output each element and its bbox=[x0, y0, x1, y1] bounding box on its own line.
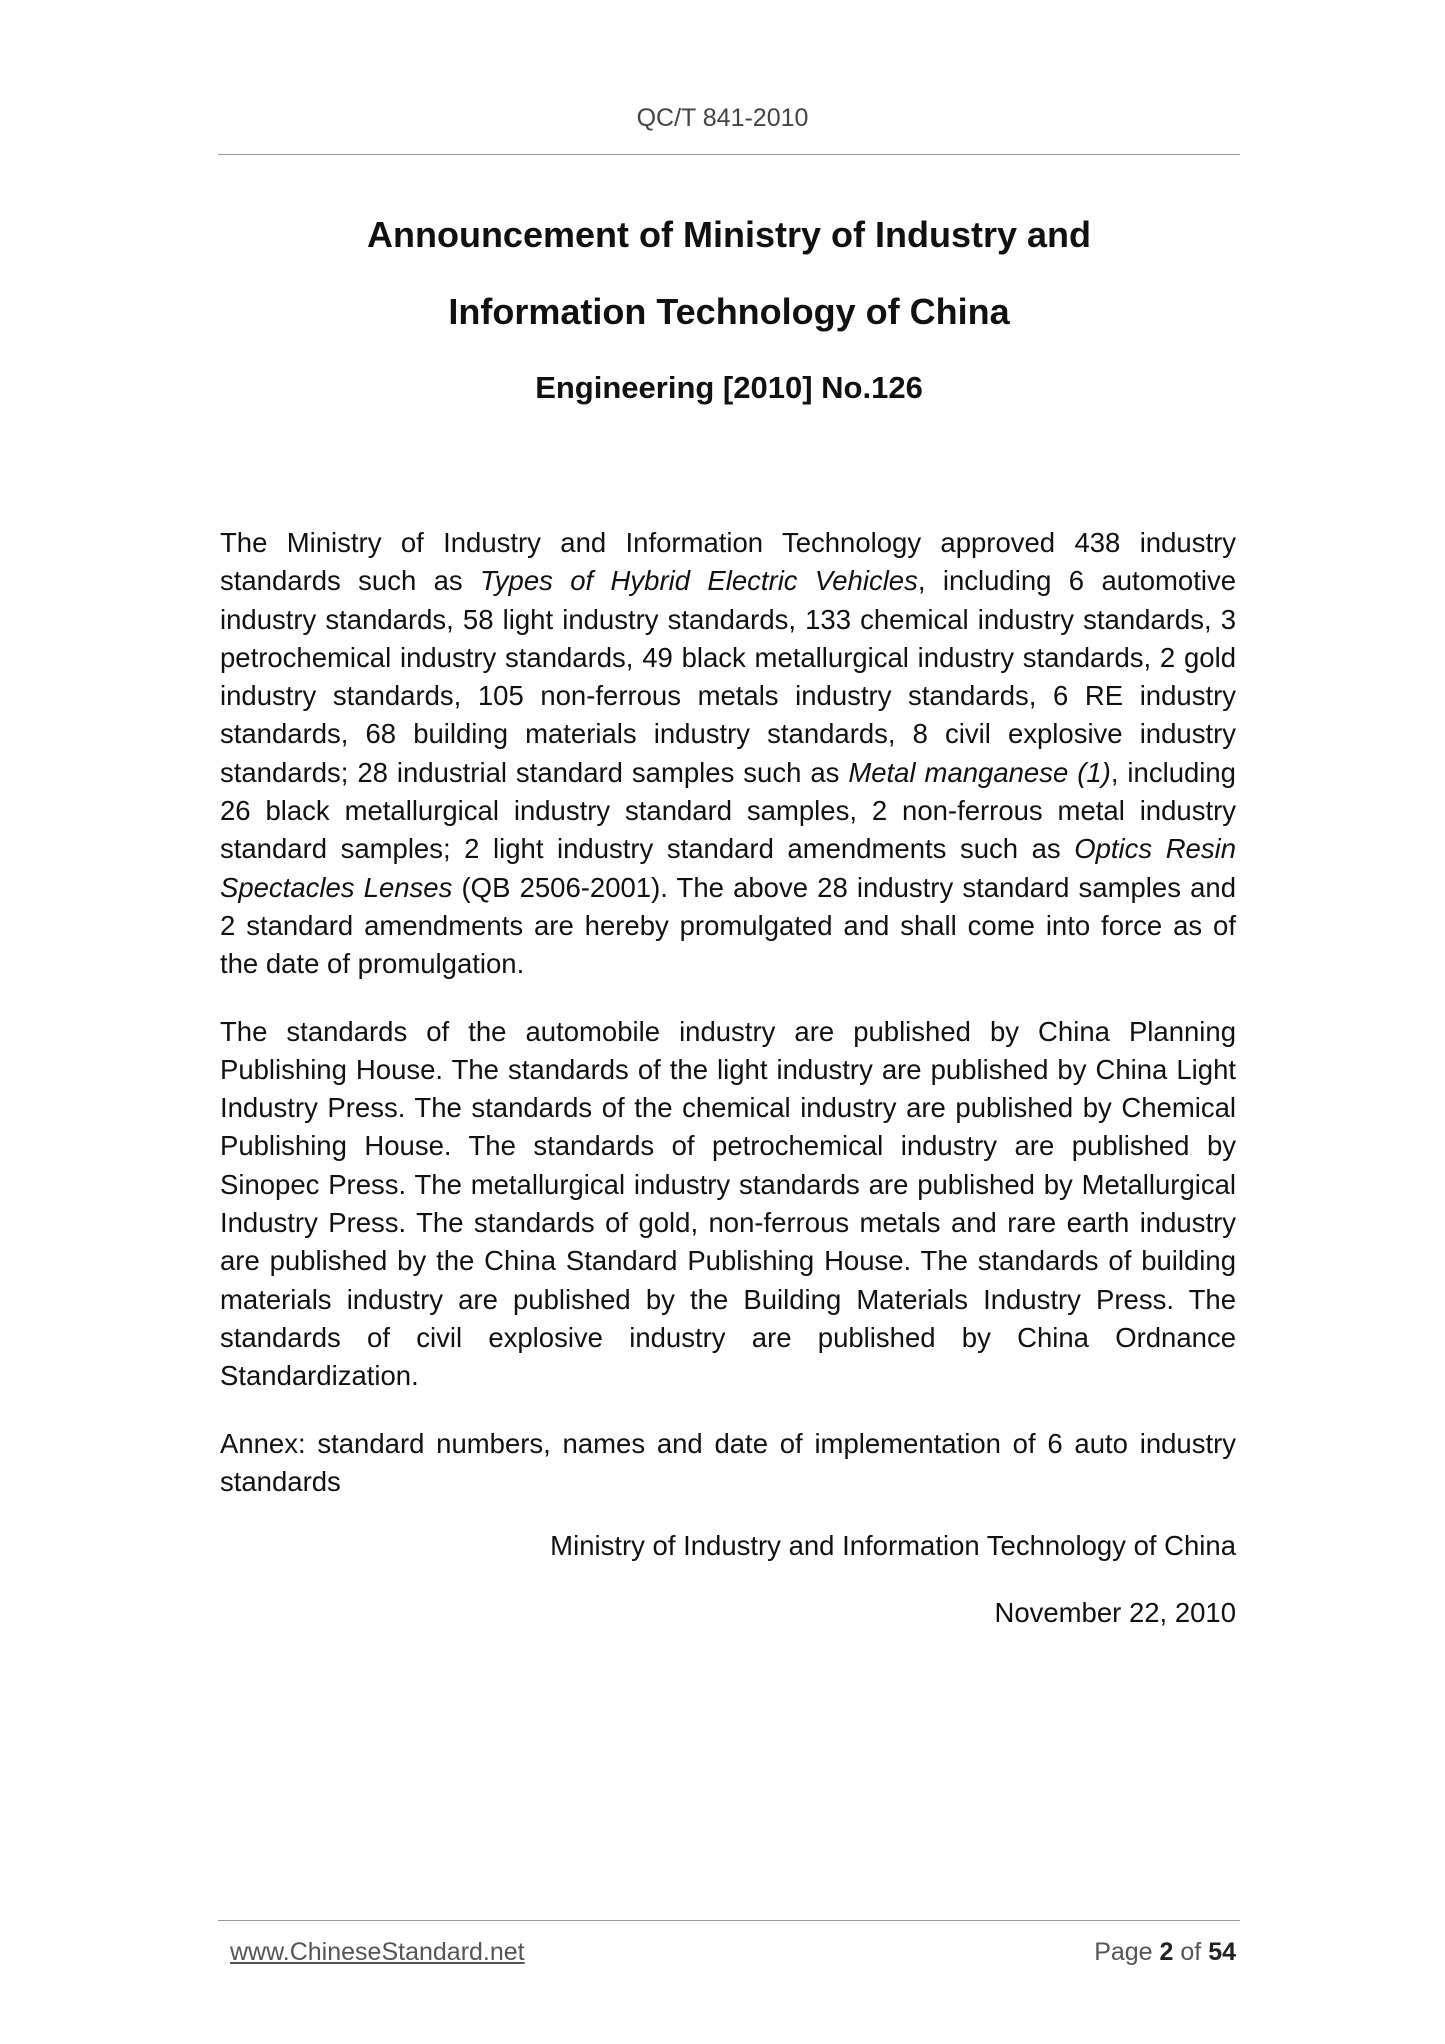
footer-page-number bbox=[1094, 1938, 1236, 1967]
signature-date: November 22, 2010 bbox=[994, 1597, 1236, 1628]
footer-divider bbox=[218, 1920, 1240, 1921]
p1-text-4: (QB 2506-2001). The above 28 industry standard samples and 2 standard amendments are hereby promulgated and shall come into force as of the date of promulgation. bbox=[220, 871, 1236, 980]
p1-text-1: The Ministry of Industry and Information Technology approved 438 industry standards such as bbox=[220, 527, 1236, 597]
p1-italic-title-1: Types of Hybrid Electric Vehicles bbox=[480, 565, 918, 597]
body-paragraph-2: The standards of the automobile industry are published by China Planning Publishing House. The standards of the light industry are published by China Light Industry Press. The standards of the chemical industry are published by Chemical Publishing House. The standards of petrochemical industry are published by Sinopec Press. The metallurgical industry standards are published by Metallurgical Industry Press. The standards of gold, non-ferrous metals and rare earth industry are published by the China Standard Publishing House. The standards of building materials industry are published by the Building Materials Industry Press. The standards of civil explosive industry are published by China Ordnance Standardization. bbox=[220, 1015, 1236, 1392]
signature-issuer: Ministry of Industry and Information Technology of China bbox=[550, 1530, 1236, 1561]
footer-website-link[interactable]: www.ChineseStandard.net bbox=[230, 1938, 525, 1966]
page-prefix: Page bbox=[1094, 1938, 1160, 1966]
announcement-title-line-2: Information Technology of China bbox=[448, 291, 1010, 332]
announcement-body bbox=[220, 524, 1236, 1530]
page-current: 2 bbox=[1159, 1938, 1174, 1966]
p1-text-2: , including 6 automotive industry standards, 58 light industry standards, 133 chemical industry standards, 3 petrochemical industry standards, 49 black metallurgical industry standards, 2 gold industry standards, 105 non-ferrous metals industry standards, 6 RE industry standards, 68 building materials industry standards, 8 civil explosive industry standards; 28 industrial standard samples such as bbox=[220, 565, 1236, 788]
header-standard-code: QC/T 841-2010 bbox=[636, 104, 809, 132]
p1-italic-title-2: Metal manganese (1) bbox=[848, 756, 1111, 788]
p1-text-3: , including 26 black metallurgical industry standard samples, 2 non-ferrous metal industry standard samples; 2 light industry standard amendments such as bbox=[220, 756, 1236, 865]
announcement-number: Engineering [2010] No.126 bbox=[535, 370, 923, 405]
header-divider bbox=[218, 154, 1240, 155]
announcement-title-line-1: Announcement of Ministry of Industry and bbox=[366, 214, 1091, 255]
page-of: of bbox=[1173, 1938, 1209, 1966]
body-paragraph-1 bbox=[220, 524, 1236, 984]
p1-italic-title-3: Optics Resin Spectacles Lenses bbox=[220, 833, 1236, 903]
body-paragraph-annex: Annex: standard numbers, names and date of implementation of 6 auto industry standards bbox=[220, 1427, 1236, 1497]
page-total: 54 bbox=[1208, 1938, 1236, 1966]
